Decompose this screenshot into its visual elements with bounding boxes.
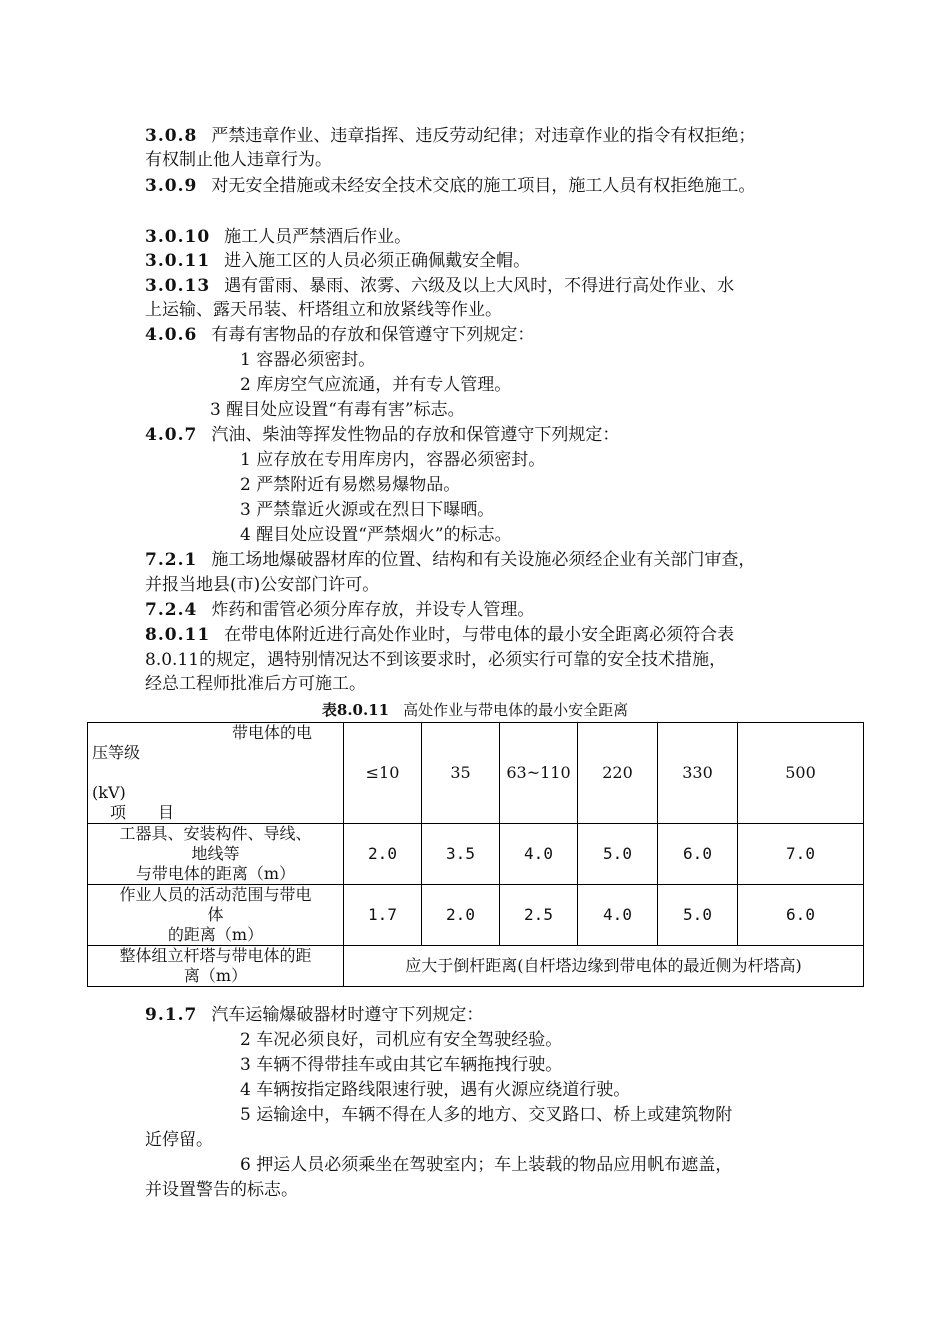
table-cell: 2.0 <box>422 885 500 946</box>
table-number: 表8.0.11 <box>321 701 390 719</box>
paragraph-7-2-1-line-1 <box>145 548 755 572</box>
paragraph-4-0-7 <box>145 423 619 447</box>
clause-number: 4.0.7 <box>145 425 198 445</box>
list-item-9-1-7-5: 5 运输途中，车辆不得在人多的地方、交叉路口、桥上或建筑物附 <box>240 1105 733 1125</box>
clause-text: 进入施工区的人员必须正确佩戴安全帽。 <box>224 251 531 271</box>
clause-number: 3.0.13 <box>145 276 211 296</box>
list-item-4-0-7-3: 3 严禁靠近火源或在烈日下曝晒。 <box>240 500 495 520</box>
paragraph-3-0-13-line-1 <box>145 274 734 298</box>
merged-cell: 应大于倒杆距离(自杆塔边缘到带电体的最近侧为杆塔高) <box>344 946 864 987</box>
row-label-line: 作业人员的活动范围与带电 <box>119 885 312 904</box>
list-item-9-1-7-2: 2 车况必须良好，司机应有安全驾驶经验。 <box>240 1030 563 1050</box>
table-cell: 3.5 <box>422 824 500 885</box>
table-cell: 4.0 <box>500 824 578 885</box>
list-item-4-0-7-4: 4 醒目处应设置“严禁烟火”的标志。 <box>240 525 512 545</box>
list-item-4-0-7-2: 2 严禁附近有易燃易爆物品。 <box>240 475 461 495</box>
table-corner-header <box>88 723 344 824</box>
voltage-header: 330 <box>658 723 738 824</box>
paragraph-7-2-1-line-2: 并报当地县(市)公安部门许可。 <box>145 575 380 595</box>
list-item-9-1-7-6-cont: 并设置警告的标志。 <box>145 1180 298 1200</box>
clause-text: 施工场地爆破器材库的位置、结构和有关设施必须经企业有关部门审查， <box>211 550 756 570</box>
clause-number: 9.1.7 <box>145 1005 198 1025</box>
paragraph-3-0-8-line-1 <box>145 124 755 148</box>
clause-number: 8.0.11 <box>145 625 211 645</box>
voltage-header: 63~110 <box>500 723 578 824</box>
paragraph-3-0-10 <box>145 225 411 249</box>
row-label <box>88 885 344 946</box>
list-item-9-1-7-4: 4 车辆按指定路线限速行驶，遇有火源应绕道行驶。 <box>240 1080 631 1100</box>
list-item-4-0-7-1: 1 应存放在专用库房内，容器必须密封。 <box>240 450 546 470</box>
row-label-line: 地线等 <box>191 844 240 863</box>
clause-text: 遇有雷雨、暴雨、浓雾、六级及以上大风时，不得进行高处作业、水 <box>224 276 735 296</box>
table-row <box>88 946 864 987</box>
clause-number: 3.0.8 <box>145 126 198 146</box>
row-label <box>88 824 344 885</box>
row-label-line: 离（m） <box>183 966 248 985</box>
clause-text: 施工人员严禁酒后作业。 <box>224 227 412 247</box>
list-item-9-1-7-5-cont: 近停留。 <box>145 1130 213 1150</box>
voltage-header: ≤10 <box>344 723 422 824</box>
table-cell: 6.0 <box>658 824 738 885</box>
list-item-4-0-6-2: 2 库房空气应流通，并有专人管理。 <box>240 375 512 395</box>
list-item-4-0-6-3: 3 醒目处应设置“有毒有害”标志。 <box>210 400 465 420</box>
safety-distance-table <box>87 722 864 987</box>
voltage-header: 35 <box>422 723 500 824</box>
table-cell: 2.0 <box>344 824 422 885</box>
clause-number: 3.0.9 <box>145 176 198 196</box>
table-cell: 4.0 <box>578 885 658 946</box>
clause-text: 严禁违章作业、违章指挥、违反劳动纪律；对违章作业的指令有权拒绝； <box>211 126 756 146</box>
corner-text-4: 项 目 <box>110 803 175 822</box>
paragraph-3-0-13-line-2: 上运输、露天吊装、杆塔组立和放紧线等作业。 <box>145 300 502 320</box>
list-item-9-1-7-6: 6 押运人员必须乘坐在驾驶室内；车上装载的物品应用帆布遮盖， <box>240 1155 733 1175</box>
table-header-row <box>88 723 864 824</box>
paragraph-3-0-11 <box>145 249 530 273</box>
row-label-line: 体 <box>207 905 224 924</box>
clause-text: 汽油、柴油等挥发性物品的存放和保管遵守下列规定： <box>211 425 620 445</box>
list-item-9-1-7-3: 3 车辆不得带挂车或由其它车辆拖拽行驶。 <box>240 1055 563 1075</box>
clause-number: 3.0.10 <box>145 227 211 247</box>
voltage-header: 220 <box>578 723 658 824</box>
list-item-4-0-6-1: 1 容器必须密封。 <box>240 350 376 370</box>
table-cell: 5.0 <box>578 824 658 885</box>
clause-text: 有毒有害物品的存放和保管遵守下列规定： <box>211 325 535 345</box>
clause-number: 7.2.1 <box>145 550 198 570</box>
table-cell: 2.5 <box>500 885 578 946</box>
corner-text-2: 压等级 <box>92 743 141 762</box>
clause-text: 对无安全措施或未经安全技术交底的施工项目，施工人员有权拒绝施工。 <box>211 176 756 196</box>
table-row <box>88 824 864 885</box>
row-label <box>88 946 344 987</box>
voltage-header: 500 <box>738 723 864 824</box>
table-cell: 6.0 <box>738 885 864 946</box>
table-cell: 1.7 <box>344 885 422 946</box>
row-label-line: 整体组立杆塔与带电体的距 <box>119 946 312 965</box>
corner-text-3: (kV) <box>92 783 126 802</box>
paragraph-8-0-11-line-1 <box>145 623 734 647</box>
clause-text: 在带电体附近进行高处作业时，与带电体的最小安全距离必须符合表 <box>224 625 735 645</box>
row-label-line: 工器具、安装构件、导线、 <box>119 824 312 843</box>
row-label-line: 与带电体的距离（m） <box>135 864 296 883</box>
clause-text: 汽车运输爆破器材时遵守下列规定： <box>211 1005 484 1025</box>
table-cell: 7.0 <box>738 824 864 885</box>
table-row <box>88 885 864 946</box>
corner-text-1: 带电体的电 <box>232 723 313 742</box>
clause-number: 3.0.11 <box>145 251 211 271</box>
paragraph-8-0-11-line-2: 8.0.11的规定，遇特别情况达不到该要求时，必须实行可靠的安全技术措施， <box>145 650 727 670</box>
paragraph-9-1-7 <box>145 1003 483 1027</box>
clause-number: 7.2.4 <box>145 600 198 620</box>
table-title: 高处作业与带电体的最小安全距离 <box>403 701 629 719</box>
table-cell: 5.0 <box>658 885 738 946</box>
paragraph-3-0-8-line-2: 有权制止他人违章行为。 <box>145 150 332 170</box>
clause-text: 炸药和雷管必须分库存放，并设专人管理。 <box>211 600 535 620</box>
paragraph-7-2-4 <box>145 598 534 622</box>
paragraph-8-0-11-line-3: 经总工程师批准后方可施工。 <box>145 674 366 694</box>
row-label-line: 的距离（m） <box>167 925 264 944</box>
paragraph-4-0-6 <box>145 323 534 347</box>
paragraph-3-0-9 <box>145 174 755 198</box>
table-caption <box>0 700 950 720</box>
clause-number: 4.0.6 <box>145 325 198 345</box>
